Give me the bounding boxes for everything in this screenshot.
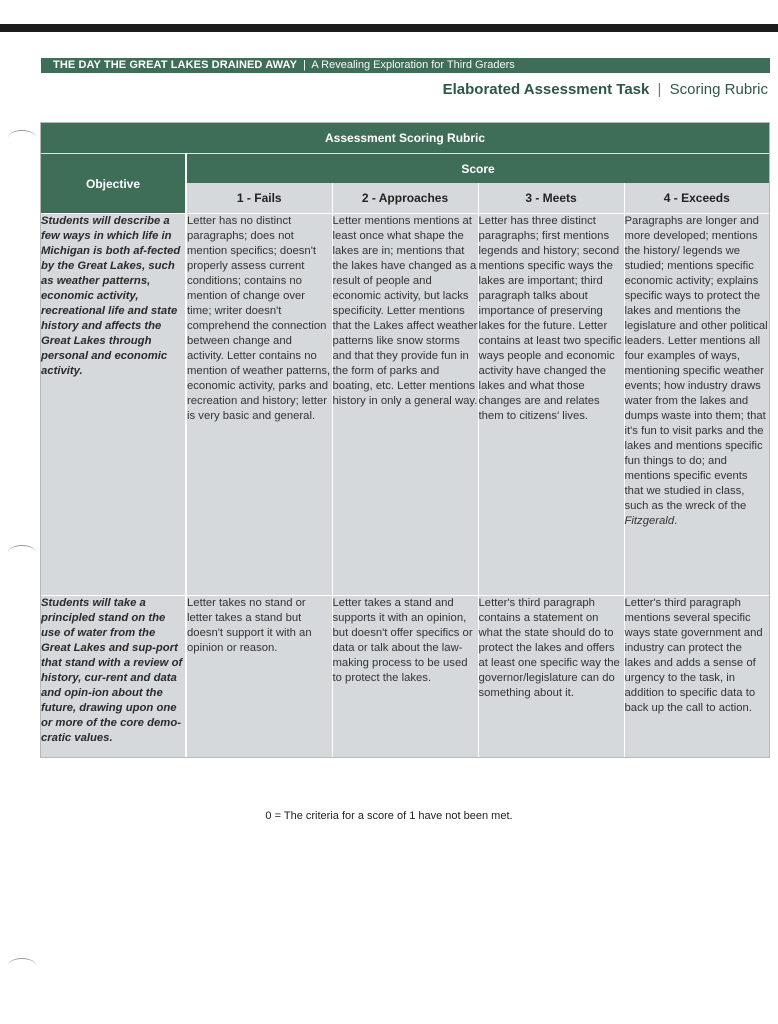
score-cell-exceeds: Letter's third paragraph mentions several specific ways state government and industry can protect the lakes and adds a sense of urgency to the task, in addition to specific data to back up the call to action. — [624, 596, 769, 758]
book-subtitle: A Revealing Exploration for Third Graders — [311, 59, 515, 71]
sentence-end: . — [674, 515, 678, 527]
objective-header: Objective — [41, 154, 186, 214]
score-cell-fails: Letter takes no stand or letter takes a stand but doesn't support it with an opinion or reason. — [186, 596, 332, 758]
score-header: Score — [186, 154, 769, 184]
level-header-exceeds: 4 - Exceeds — [624, 183, 769, 214]
task-title: Elaborated Assessment Task — [442, 81, 650, 98]
rubric-footnote: 0 = The criteria for a score of 1 have not been met. — [265, 810, 513, 822]
banner-separator: | — [303, 59, 306, 71]
scoring-rubric-table — [41, 123, 769, 757]
book-title-banner — [41, 58, 770, 73]
objective-cell: Students will take a principled stand on the use of water from the Great Lakes and sup-port that stand with a review of history, cur-rent and data and opin-ion about the future, drawing upon one or more of the core demo-cratic values. — [41, 596, 186, 758]
page-subtitle — [443, 81, 768, 98]
book-title: THE DAY THE GREAT LAKES DRAINED AWAY — [53, 59, 298, 71]
rubric-row — [41, 214, 769, 596]
level-header-approaches: 2 - Approaches — [332, 183, 478, 214]
score-cell-meets: Letter's third paragraph contains a statement on what the state should do to protect the lakes and offers at least one specific way the governor/legislature can do something about it. — [478, 596, 624, 758]
level-header-meets: 3 - Meets — [478, 183, 624, 214]
score-cell-meets: Letter has three distinct paragraphs; first mentions legends and history; second mentions specific ways the lakes are important; third paragraph talks about importance of preserving lakes for the future. Letter contains at least two specific ways people and economic activity have changed the lakes and what those changes are and relates them to citizens' lives. — [478, 214, 624, 596]
score-cell-approaches: Letter mentions mentions at least once what shape the lakes are in; mentions that the lakes have changed as a result of people and economic activity, but lacks specificity. Letter mentions that the Lakes affect weather patterns like snow storms and that they provide fun in the form of parks and boating, etc. Letter mentions history in only a general way. — [332, 214, 478, 596]
scan-margin-mark — [8, 545, 36, 560]
objective-cell: Students will describe a few ways in which life in Michigan is both af-fected by the Great Lakes, such as weather patterns, economic activity, recreational life and state history and affects the Great Lakes through personal and economic activity. — [41, 214, 186, 596]
level-header-fails: 1 - Fails — [186, 183, 332, 214]
scan-margin-mark — [8, 130, 36, 145]
score-cell-exceeds — [624, 214, 769, 596]
score-cell-fails: Letter has no distinct paragraphs; does not mention specifics; doesn't properly assess current conditions; contains no mention of change over time; writer doesn't comprehend the connection between change and activity. Letter contains no mention of weather patterns, economic activity, parks and recreation and history; letter is very basic and general. — [186, 214, 332, 596]
score-cell-approaches: Letter takes a stand and supports it with an opinion, but doesn't offer specifics or data or talk about the law-making process to be used to protect the lakes. — [332, 596, 478, 758]
rubric-title: Assessment Scoring Rubric — [41, 123, 769, 154]
ship-name: Fitzgerald — [624, 515, 675, 527]
rubric-row — [41, 596, 769, 758]
top-rule — [0, 24, 778, 32]
task-subtitle: Scoring Rubric — [669, 81, 768, 98]
task-separator: | — [657, 81, 662, 98]
score-text: Paragraphs are longer and more developed; mentions the history/ legends we studied; mentions specific economic activity; explains specific ways to protect the lakes and mentions the legislature and other political leaders. Letter mentions all four examples of ways, mentioning specific weather events; how industry draws water from the lakes and dumps waste into them; that it's fun to visit parks and the lakes and mentions specific fun things to do; and mentions specific events that we studied in class, such as the wreck of the — [624, 215, 768, 512]
scan-margin-mark — [8, 958, 36, 973]
